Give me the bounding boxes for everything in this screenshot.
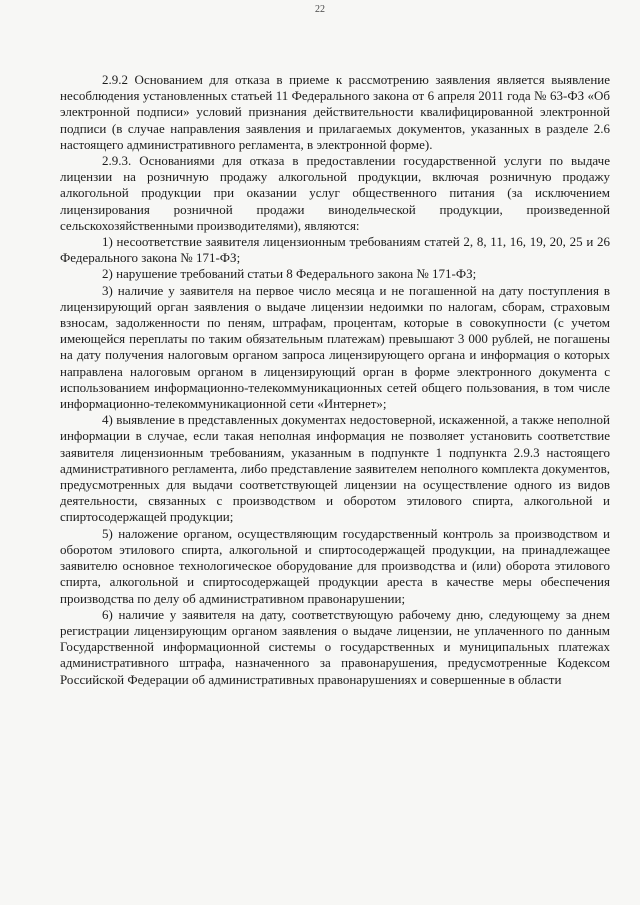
list-item-3: 3) наличие у заявителя на первое число месяца и не погашенной на дату поступления в лицензирующий орган заявления о выдаче лицензии недоимки по налогам, сборам, страховым взносам, задолженности по пеням, штрафам, процентам, которые в совокупности (с учетом имеющейся переплаты по таким обязательным платежам) превышают 3 000 рублей, не погашены на дату получения налоговым органом запроса лицензирующего органа и информация о которых направлена налоговым органом в лицензирующий орган в форме электронного документа с использованием информационно-телекоммуникационных сетей общего пользования, в том числе информационно-телекоммуникационной сети «Интернет»;	[60, 282, 610, 412]
list-item-6: 6) наличие у заявителя на дату, соответствующую рабочему дню, следующему за днем регистрации лицензирующим органом заявления о выдаче лицензии, не уплаченного по данным Государственной информационной системы о государственных и муниципальных платежах административного штрафа, назначенного за правонарушения, предусмотренные Кодексом Российской Федерации об административных правонарушениях и совершенные в области	[60, 606, 610, 687]
list-item-5: 5) наложение органом, осуществляющим государственный контроль за производством и оборотом этилового спирта, алкогольной и спиртосодержащей продукции, на принадлежащее заявителю основное технологическое оборудование для производства и (или) оборота этилового спирта, алкогольной и спиртосодержащей продукции ареста в качестве меры обеспечения производства по делу об административном правонарушении;	[60, 525, 610, 606]
document-body	[60, 72, 610, 688]
page-number: 22	[315, 4, 325, 15]
list-item-1: 1) несоответствие заявителя лицензионным требованиям статей 2, 8, 11, 16, 19, 20, 25 и 26 Федерального закона № 171-ФЗ;	[60, 234, 610, 266]
list-item-2: 2) нарушение требований статьи 8 Федерального закона № 171-ФЗ;	[102, 266, 477, 282]
paragraph-2-9-3: 2.9.3. Основаниями для отказа в предоставлении государственной услуги по выдаче лицензии на розничную продажу алкогольной продукции, включая розничную продажу алкогольной продукции при оказании услуг общественного питания (за исключением лицензирования розничной продажи винодельческой продукции, произведенной сельскохозяйственными производителями), являются:	[60, 153, 610, 233]
paragraph-2-9-2: 2.9.2 Основанием для отказа в приеме к рассмотрению заявления является выявление несоблюдения установленных статьей 11 Федерального закона от 6 апреля 2011 года № 63-ФЗ «Об электронной подписи» условий признания действительности квалифицированной электронной подписи (в случае направления заявления и прилагаемых документов, указанных в разделе 2.6 настоящего административного регламента, в электронной форме).	[60, 72, 610, 152]
list-item-4: 4) выявление в представленных документах недостоверной, искаженной, а также неполной информации в случае, если такая неполная информация не позволяет установить соответствие заявителя лицензионным требованиям, указанным в подпункте 1 подпункта 2.9.3 настоящего административного регламента, либо представление заявителем неполного комплекта документов, предусмотренных для выдачи соответствующей лицензии на осуществление одного из видов деятельности, связанных с производством и оборотом этилового спирта, алкогольной и спиртосодержащей продукции;	[60, 412, 610, 525]
